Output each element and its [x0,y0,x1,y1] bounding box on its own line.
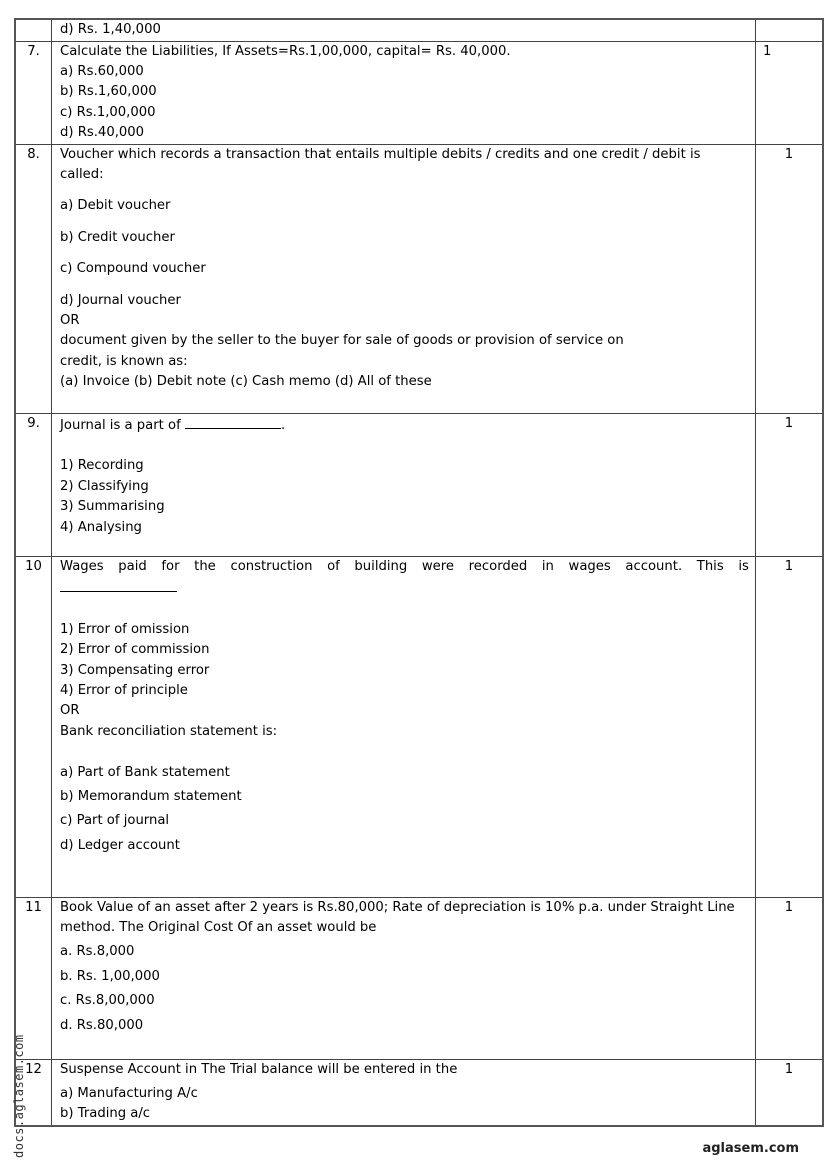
question-text [60,414,749,436]
question-number: 8. [15,144,52,413]
question-marks: 1 [784,899,794,915]
marks-cell [756,556,824,897]
table-row [15,144,823,413]
word: were [421,558,455,574]
question-text-cell [52,144,756,413]
word: construction [230,558,313,574]
option-4: 4) Analysing [60,519,142,535]
question-text-cell [52,1059,756,1126]
option-b: b) Rs.1,60,000 [60,84,157,100]
option-c: c. Rs.8,00,000 [60,993,155,1009]
question-text-cell [52,413,756,556]
alt-option-c: c) Part of journal [60,813,170,829]
word: account. [625,558,683,574]
alt-question-text: Bank reconciliation statement is: [60,723,278,739]
or-separator: OR [60,703,80,719]
spacer-line [60,436,749,456]
option-1: 1) Recording [60,458,144,474]
question-text: Calculate the Liabilities, If Assets=Rs.1,00,000, capital= Rs. 40,000. [60,43,511,59]
word: in [541,558,554,574]
marks-cell [756,19,824,41]
word: for [161,558,180,574]
question-marks: 1 [784,146,794,162]
word: of [327,558,340,574]
option-a: a) Rs.60,000 [60,63,144,79]
question-text-line-1: Voucher which records a transaction that entails multiple debits / credits and one credit / debit is [60,146,701,162]
question-text-line-2: method. The Original Cost Of an asset would be [60,919,377,935]
side-watermark: docs.aglasem.com [12,1034,26,1158]
answer-blank [185,414,281,429]
option-2: 2) Error of commission [60,642,210,658]
question-text-justified [60,557,749,577]
alt-option-a: a) Part of Bank statement [60,764,230,780]
option-2: 2) Classifying [60,478,149,494]
alt-option-d: d) Ledger account [60,837,180,853]
word: building [354,558,408,574]
option-1: 1) Error of omission [60,621,190,637]
question-number-cell [15,19,52,41]
question-marks: 1 [784,1061,794,1077]
word: paid [118,558,147,574]
footer-brand: aglasem.com [702,1141,799,1156]
answer-blank-line [60,577,749,599]
alt-question-line-1: document given by the seller to the buyer for sale of goods or provision of service on [60,333,624,349]
question-marks: 1 [784,415,794,431]
or-separator: OR [60,312,80,328]
option-d: d. Rs.80,000 [60,1017,144,1033]
marks-cell [756,1059,824,1126]
marks-cell [756,897,824,1059]
alt-option-b: b) Memorandum statement [60,789,242,804]
table-row [15,19,823,41]
marks-cell [756,41,824,144]
question-marks: 1 [763,43,772,59]
word: This [696,558,724,574]
marks-cell [756,144,824,413]
word: the [194,558,216,574]
question-number: 11 [15,897,52,1059]
option-3: 3) Summarising [60,499,165,515]
question-text-end: . [280,417,286,433]
question-number: 7. [15,41,52,144]
option-c: c) Rs.1,00,000 [60,104,156,120]
word: is [738,558,749,574]
option-a: a. Rs.8,000 [60,944,135,960]
marks-cell [756,413,824,556]
option-3: 3) Compensating error [60,662,210,678]
option-d: d) Journal voucher [60,292,181,308]
table-row [15,41,823,144]
table-row [15,413,823,556]
question-text-cell [52,41,756,144]
option-b: b. Rs. 1,00,000 [60,968,160,984]
question-number: 10 [15,556,52,897]
alt-options: (a) Invoice (b) Debit note (c) Cash memo (d) All of these [60,374,432,390]
table-row [15,1059,823,1126]
word: recorded [468,558,528,574]
table-row [15,556,823,897]
option-a: a) Manufacturing A/c [60,1085,198,1101]
question-text-line-2: called: [60,166,104,182]
word: wages [568,558,611,574]
answer-blank [60,577,177,592]
option-4: 4) Error of principle [60,682,188,698]
question-text: Suspense Account in The Trial balance will be entered in the [60,1061,458,1077]
spacer-line [60,742,749,762]
option-d: d) Rs.40,000 [60,125,145,141]
question-text-cell [52,19,756,41]
option-b: b) Credit voucher [60,229,175,245]
option-b: b) Trading a/c [60,1106,151,1122]
option-c: c) Compound voucher [60,261,206,277]
word: Wages [60,558,104,574]
question-text-cell [52,556,756,897]
option-a: a) Debit voucher [60,198,171,214]
question-text-line-1: Book Value of an asset after 2 years is Rs.80,000; Rate of depreciation is 10% p.a. under Straight Line [60,899,735,915]
question-marks: 1 [784,558,794,574]
question-number: 12 [15,1059,52,1126]
option-text: d) Rs. 1,40,000 [60,22,161,37]
question-text-start: Journal is a part of [60,417,181,433]
alt-question-line-2: credit, is known as: [60,353,188,369]
question-text-cell [52,897,756,1059]
table-row [15,897,823,1059]
question-number: 9. [15,413,52,556]
questions-table [14,18,824,1127]
spacer-line [60,599,749,619]
